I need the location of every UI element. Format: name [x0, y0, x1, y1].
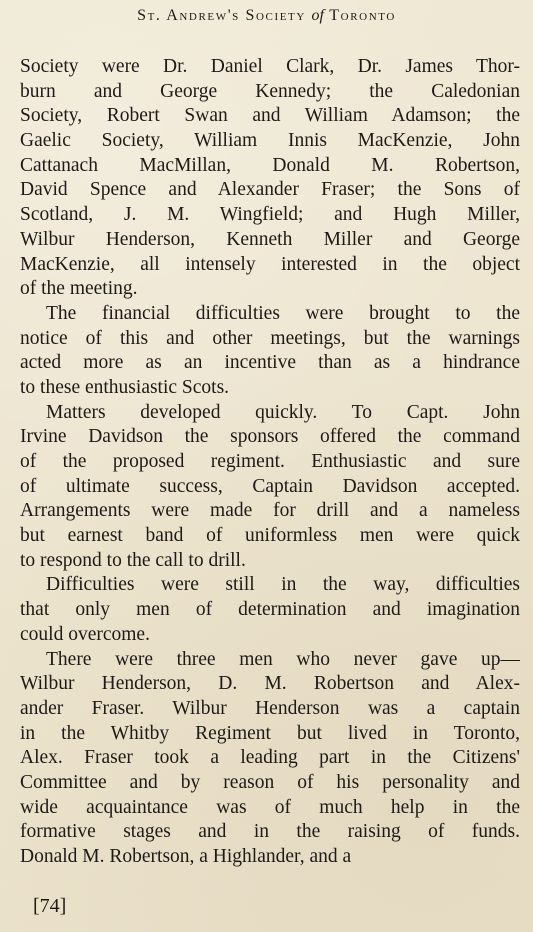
text-line: Society were Dr. Daniel Clark, Dr. James Thor- [20, 56, 520, 77]
text-line: Society, Robert Swan and William Adamson; the [20, 105, 520, 127]
text-line: Wilbur Henderson, Kenneth Miller and George [20, 228, 520, 250]
text-line: Committee and by reason of his personality and [20, 771, 520, 793]
text-line: Scotland, J. M. Wingfield; and Hugh Miller, [20, 204, 520, 226]
text-line: of the meeting. [20, 278, 138, 300]
paragraph [20, 401, 520, 574]
page-number: [74] [33, 895, 67, 917]
paragraph [20, 55, 520, 302]
text-line: formative stages and in the raising of funds. [20, 821, 520, 843]
text-line: There were three men who never gave up— [46, 648, 520, 670]
text-line: Cattanach MacMillan, Donald M. Robertson, [20, 154, 520, 176]
text-line: Arrangements were made for drill and a nameless [20, 500, 520, 522]
paragraph [20, 302, 520, 401]
header-suffix: Toronto [329, 7, 396, 24]
text-line: Difficulties were still in the way, difficulties [46, 574, 520, 596]
header-of: of [311, 7, 324, 24]
text-line: could overcome. [20, 623, 150, 645]
text-line: wide acquaintance was of much help in the [20, 796, 520, 818]
header-prefix: St. Andrew's Society [137, 7, 306, 24]
text-line: of the proposed regiment. Enthusiastic and sure [20, 451, 520, 472]
text-line: The financial difficulties were brought to the [46, 302, 520, 324]
text-line: Irvine Davidson the sponsors offered the command [20, 426, 520, 448]
text-line: that only men of determination and imagination [20, 599, 520, 621]
text-line: Alex. Fraser took a leading part in the Citizens' [20, 747, 520, 769]
paragraph [20, 573, 520, 647]
text-line: to respond to the call to drill. [20, 549, 246, 571]
text-line: ander Fraser. Wilbur Henderson was a captain [20, 697, 520, 719]
text-line: to these enthusiastic Scots. [20, 376, 230, 398]
text-line: Wilbur Henderson, D. M. Robertson and Alex- [20, 673, 520, 695]
text-line: Donald M. Robertson, a Highlander, and a [20, 846, 352, 867]
text-line: burn and George Kennedy; the Caledonian [20, 80, 520, 102]
body-text [20, 55, 520, 870]
text-line: but earnest band of uniformless men were quick [20, 525, 520, 547]
text-line: Matters developed quickly. To Capt. John [46, 401, 520, 423]
paragraph [20, 648, 520, 870]
text-line: acted more as an incentive than as a hindrance [20, 352, 520, 374]
text-line: MacKenzie, all intensely interested in the object [20, 253, 520, 275]
running-header [0, 7, 533, 25]
text-line: Gaelic Society, William Innis MacKenzie, John [20, 130, 520, 152]
text-line: in the Whitby Regiment but lived in Toronto, [20, 722, 520, 744]
text-line: notice of this and other meetings, but the warnings [20, 327, 520, 349]
text-line: of ultimate success, Captain Davidson accepted. [20, 475, 520, 497]
text-line: David Spence and Alexander Fraser; the Sons of [20, 179, 520, 201]
